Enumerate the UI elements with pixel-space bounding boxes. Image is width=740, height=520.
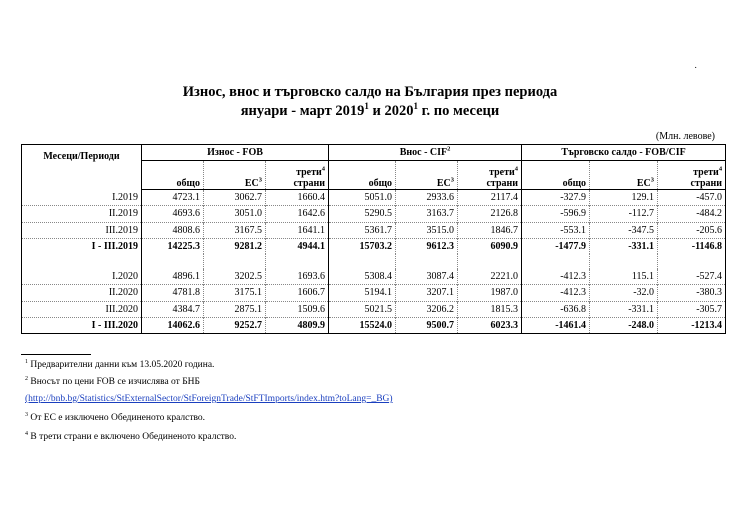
value-cell: -636.8 (522, 301, 590, 317)
value-cell: 5194.1 (329, 285, 396, 301)
value-cell: -457.0 (658, 190, 726, 206)
value-cell: 3175.1 (204, 285, 266, 301)
rows-2020 (22, 269, 726, 333)
value-cell: 3515.0 (396, 222, 458, 238)
value-cell: -347.5 (590, 222, 658, 238)
col-balance-eu: $ЕС^3$ (590, 161, 658, 190)
table-row (22, 206, 726, 222)
value-cell: 2875.1 (204, 301, 266, 317)
period-cell: III.2020 (22, 301, 142, 317)
footnote-rule (21, 354, 91, 355)
footnote-3: $^3$ От ЕС е изключено Обединеното кралство. (25, 412, 206, 424)
total-row (22, 317, 726, 333)
value-cell: -1461.4 (522, 317, 590, 333)
period-cell: I - III.2020 (22, 317, 142, 333)
value-cell: -331.1 (590, 301, 658, 317)
value-cell: 3051.0 (204, 206, 266, 222)
value-cell: 5361.7 (329, 222, 396, 238)
period-cell: II.2019 (22, 206, 142, 222)
col-export-third: трети$^4$ страни (266, 161, 329, 190)
value-cell: 129.1 (590, 190, 658, 206)
value-cell: -248.0 (590, 317, 658, 333)
value-cell: -305.7 (658, 301, 726, 317)
value-cell: -1213.4 (658, 317, 726, 333)
col-import-total: общо (329, 161, 396, 190)
value-cell: 3167.5 (204, 222, 266, 238)
value-cell: 3202.5 (204, 269, 266, 285)
value-cell: -484.2 (658, 206, 726, 222)
value-cell: 14225.3 (142, 238, 204, 254)
value-cell: 3163.7 (396, 206, 458, 222)
value-cell: 2126.8 (458, 206, 522, 222)
value-cell: 4809.9 (266, 317, 329, 333)
period-cell: I - III.2019 (22, 238, 142, 254)
value-cell: -596.9 (522, 206, 590, 222)
value-cell: 3206.2 (396, 301, 458, 317)
value-cell: 1815.3 (458, 301, 522, 317)
value-cell: 6023.3 (458, 317, 522, 333)
value-cell: 5021.5 (329, 301, 396, 317)
rows-2019 (22, 190, 726, 254)
value-cell: 9252.7 (204, 317, 266, 333)
value-cell: 2221.0 (458, 269, 522, 285)
table-row (22, 222, 726, 238)
value-cell: 9281.2 (204, 238, 266, 254)
value-cell: -1146.8 (658, 238, 726, 254)
value-cell: 6090.9 (458, 238, 522, 254)
trade-table (21, 144, 726, 334)
period-cell: III.2019 (22, 222, 142, 238)
table-row (22, 285, 726, 301)
value-cell: 4944.1 (266, 238, 329, 254)
footnote-2: $^2$ Вносът по цени FOB се изчислява от БНБ (25, 376, 200, 388)
value-cell: 9500.7 (396, 317, 458, 333)
value-cell: 3062.7 (204, 190, 266, 206)
col-export-eu: $ЕС^3$ (204, 161, 266, 190)
value-cell: 1641.1 (266, 222, 329, 238)
export-header: Износ - FOB (142, 145, 329, 161)
value-cell: 4896.1 (172, 271, 200, 283)
footnote-4: $^4$ В трети страни е включено Обединеното кралство. (25, 431, 237, 443)
value-cell: 3207.1 (396, 285, 458, 301)
value-cell: -112.7 (590, 206, 658, 222)
value-cell: 5308.4 (364, 271, 393, 283)
value-cell: 115.1 (590, 269, 658, 285)
spacer-row (22, 254, 726, 269)
value-cell: 3087.4 (396, 269, 458, 285)
col-balance-third: трети$^4$ страни (658, 161, 726, 190)
value-cell: -553.1 (522, 222, 590, 238)
value-cell: -527.4 (658, 269, 726, 285)
col-export-total: общо (142, 161, 204, 190)
value-cell: 15703.2 (329, 238, 396, 254)
col-import-third: трети$^4$ страни (458, 161, 522, 190)
value-cell: -331.1 (590, 238, 658, 254)
value-cell: 4384.7 (142, 301, 204, 317)
value-cell: 5290.5 (329, 206, 396, 222)
value-cell: 4781.8 (142, 285, 204, 301)
bnb-link[interactable]: (http://bnb.bg/Statistics/StExternalSector/StForeignTrade/StFTImports/index.htm?toLang=_BG) (25, 394, 393, 404)
value-cell: 1642.6 (266, 206, 329, 222)
corner-mark: ˙ (694, 66, 698, 77)
title-line-2: януари - март 2019$^1$ и 2020$^1$ г. по месеци (240, 101, 500, 119)
title-line-1: Износ, внос и търговско салдо на България през периода (182, 84, 558, 100)
balance-header: Търговско салдо - FOB/CIF (522, 145, 726, 161)
value-cell: 14062.6 (142, 317, 204, 333)
value-cell: -380.3 (658, 285, 726, 301)
value-cell: 4693.6 (142, 206, 204, 222)
period-cell: I.2020 (22, 269, 142, 285)
value-cell: -32.0 (590, 285, 658, 301)
value-cell: 2933.6 (396, 190, 458, 206)
value-cell: 5051.0 (364, 192, 393, 204)
value-cell: -205.6 (658, 222, 726, 238)
footnote-1: $^1$ Предварителни данни към 13.05.2020 година. (25, 359, 215, 371)
value-cell: 2117.4 (458, 190, 522, 206)
period-cell: I.2019 (22, 190, 142, 206)
value-cell: 4808.6 (142, 222, 204, 238)
table-row (22, 301, 726, 317)
value-cell: 1509.6 (266, 301, 329, 317)
value-cell: 9612.3 (396, 238, 458, 254)
col-import-eu: $ЕС^3$ (396, 161, 458, 190)
value-cell: 1660.4 (266, 190, 329, 206)
value-cell: 1606.7 (266, 285, 329, 301)
value-cell: 15524.0 (329, 317, 396, 333)
value-cell: -412.3 (522, 285, 590, 301)
unit-label: (Млн. левове) (655, 131, 715, 142)
value-cell: 1693.6 (266, 269, 329, 285)
import-header: Внос - CIF$^2$ (329, 145, 522, 161)
period-cell: II.2020 (22, 285, 142, 301)
total-row (22, 238, 726, 254)
value-cell: -1477.9 (522, 238, 590, 254)
value-cell: 1987.0 (458, 285, 522, 301)
value-cell: -412.3 (560, 271, 587, 283)
period-header: Месеци/Периоди (22, 145, 142, 190)
value-cell: -327.9 (560, 192, 587, 204)
value-cell: 4723.1 (172, 192, 200, 204)
col-balance-total: общо (522, 161, 590, 190)
table-row (22, 190, 726, 206)
value-cell: 1846.7 (458, 222, 522, 238)
table-row (22, 269, 726, 285)
